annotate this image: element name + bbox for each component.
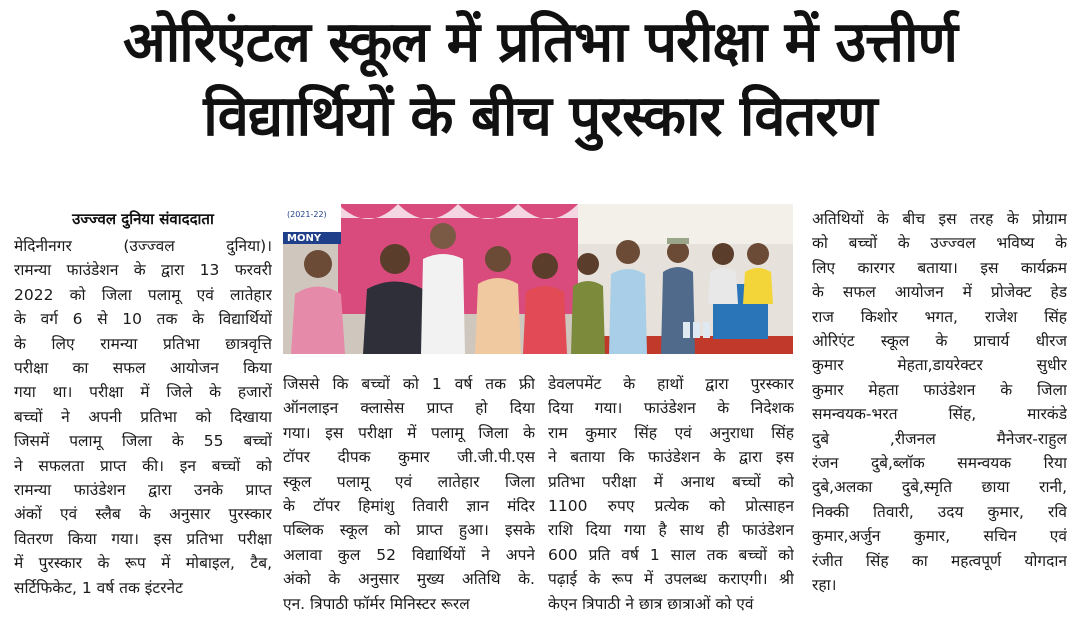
article-line: अंकों एवं स्लैब के अनुसार पुरस्कार xyxy=(14,505,272,524)
article-column-3 xyxy=(548,372,794,616)
headline xyxy=(10,6,1070,154)
article-line: पब्लिक स्कूल को प्राप्त हुआ। इसके xyxy=(283,521,535,540)
article-line: को बच्चों के उज्ज्वल भविष्य के xyxy=(812,234,1067,253)
article-line: दुबे ,रीजनल मैनेजर-राहुल xyxy=(812,429,1067,448)
article-line: रामन्या फाउंडेशन द्वारा उनके प्राप्त xyxy=(14,481,272,500)
article-line: डेवलपमेंट के हाथों द्वारा पुरस्कार xyxy=(548,375,794,393)
headline-line-1: ओरिएंटल स्कूल में प्रतिभा परीक्षा में उत्तीर्ण xyxy=(123,10,957,75)
article-line: अलावा कुल 52 विद्यार्थियों ने अपने xyxy=(283,545,535,564)
article-line: के वर्ग 6 से 10 तक के विद्यार्थियों xyxy=(14,310,272,329)
article-line: कुमार मेहता,डायरेक्टर सुधीर xyxy=(812,356,1067,375)
article-line: के लिए रामन्या प्रतिभा छात्रवृत्ति xyxy=(14,334,272,353)
article-line: जिससे कि बच्चों को 1 वर्ष तक फ्री xyxy=(283,375,535,393)
event-photo-illustration xyxy=(283,204,793,354)
article-line: बच्चों ने अपनी प्रतिभा को दिखाया xyxy=(14,407,272,426)
article-line: 600 प्रति वर्ष 1 साल तक बच्चों को xyxy=(548,545,794,564)
article-line: अंको के अनुसार मुख्य अतिथि के. xyxy=(283,570,535,589)
article-line: के टॉपर हिमांशु तिवारी ज्ञान मंदिर xyxy=(283,497,535,516)
article-column-2 xyxy=(283,372,535,616)
article-line: ने सफलता प्राप्त की। इन बच्चों को xyxy=(14,456,272,475)
article-line: 2022 को जिला पलामू एवं लातेहार xyxy=(14,285,272,304)
article-line: केएन त्रिपाठी ने छात्र छात्राओं को एवं xyxy=(548,594,754,613)
article-line: के सफल आयोजन में प्रोजेक्ट हेड xyxy=(812,283,1067,302)
article-line: 1100 रुपए प्रत्येक को प्रोत्साहन xyxy=(548,497,794,516)
article-line: सर्टिफिकेट, 1 वर्ष तक इंटरनेट xyxy=(14,578,183,597)
article-line: अतिथियों के बीच इस तरह के प्रोग्राम xyxy=(812,210,1067,228)
article-line: समन्वयक-भरत सिंह, मारकंडे xyxy=(812,405,1067,424)
article-line: दिया गया। फाउंडेशन के निदेशक xyxy=(548,399,794,418)
article-line: कुमार,अर्जुन कुमार, सचिन एवं xyxy=(812,527,1067,546)
article-line: ओरिएंट स्कूल के प्राचार्य धीरज xyxy=(812,332,1067,351)
article-line: जिसमें पलामू जिला के 55 बच्चों xyxy=(14,432,272,451)
article-line: राशि दिया गया है साथ ही फाउंडेशन xyxy=(548,521,794,540)
article-line: कुमार मेहता फाउंडेशन के जिला xyxy=(812,380,1067,399)
article-line: निक्की तिवारी, उदय कुमार, रवि xyxy=(812,502,1067,521)
article-line: में पुरस्कार के रूप में मोबाइल, टैब, xyxy=(14,554,272,573)
headline-line-2: विद्यार्थियों के बीच पुरस्कार वितरण xyxy=(203,84,877,149)
article-line: रंजन दुबे,ब्लॉक समन्वयक रिया xyxy=(812,454,1067,473)
article-line: परीक्षा का सफल आयोजन किया xyxy=(14,359,272,378)
byline: उज्ज्वल दुनिया संवाददाता xyxy=(72,210,214,228)
article-line: दुबे,अलका दुबे,स्मृति छाया रानी, xyxy=(812,478,1067,497)
article-line: रहा। xyxy=(812,576,837,595)
event-photo xyxy=(283,204,793,354)
article-line: स्कूल पलामू एवं लातेहार जिला xyxy=(283,472,535,491)
article-line: राम कुमार सिंह एवं अनुराधा सिंह xyxy=(548,423,794,442)
article-column-4 xyxy=(812,207,1067,598)
banner-year: (2021-22) xyxy=(287,210,327,219)
article-line: ऑनलाइन क्लासेस प्राप्त हो दिया xyxy=(283,399,535,418)
article-line: प्रतिभा परीक्षा में अनाथ बच्चों को xyxy=(548,472,794,491)
article-line: लिए कारगर बताया। इस कार्यक्रम xyxy=(812,258,1067,277)
article-column-1 xyxy=(14,234,272,600)
article-line: गया था। परीक्षा में जिले के हजारों xyxy=(14,383,272,402)
article-line: पढ़ाई के रूप में उपलब्ध कराएगी। श्री xyxy=(548,570,794,589)
article-line: ने बताया कि फाउंडेशन के द्वारा इस xyxy=(548,448,794,467)
banner-text: MONY xyxy=(287,233,322,244)
article-line: राज किशोर भगत, राजेश सिंह xyxy=(812,307,1067,326)
article-line: रामन्या फाउंडेशन के द्वारा 13 फरवरी xyxy=(14,261,272,280)
article-line: गया। इस परीक्षा में पलामू जिला के xyxy=(283,423,535,442)
article-line: एन. त्रिपाठी फॉर्मर मिनिस्टर रूरल xyxy=(283,594,470,613)
article-line: टॉपर दीपक कुमार जी.जी.पी.एस xyxy=(283,448,535,467)
article-line: वितरण किया गया। इस प्रतिभा परीक्षा xyxy=(14,529,272,548)
article-line: रंजीत सिंह का महत्वपूर्ण योगदान xyxy=(812,551,1067,570)
article-line: मेदिनीनगर (उज्ज्वल दुनिया)। xyxy=(14,237,272,255)
